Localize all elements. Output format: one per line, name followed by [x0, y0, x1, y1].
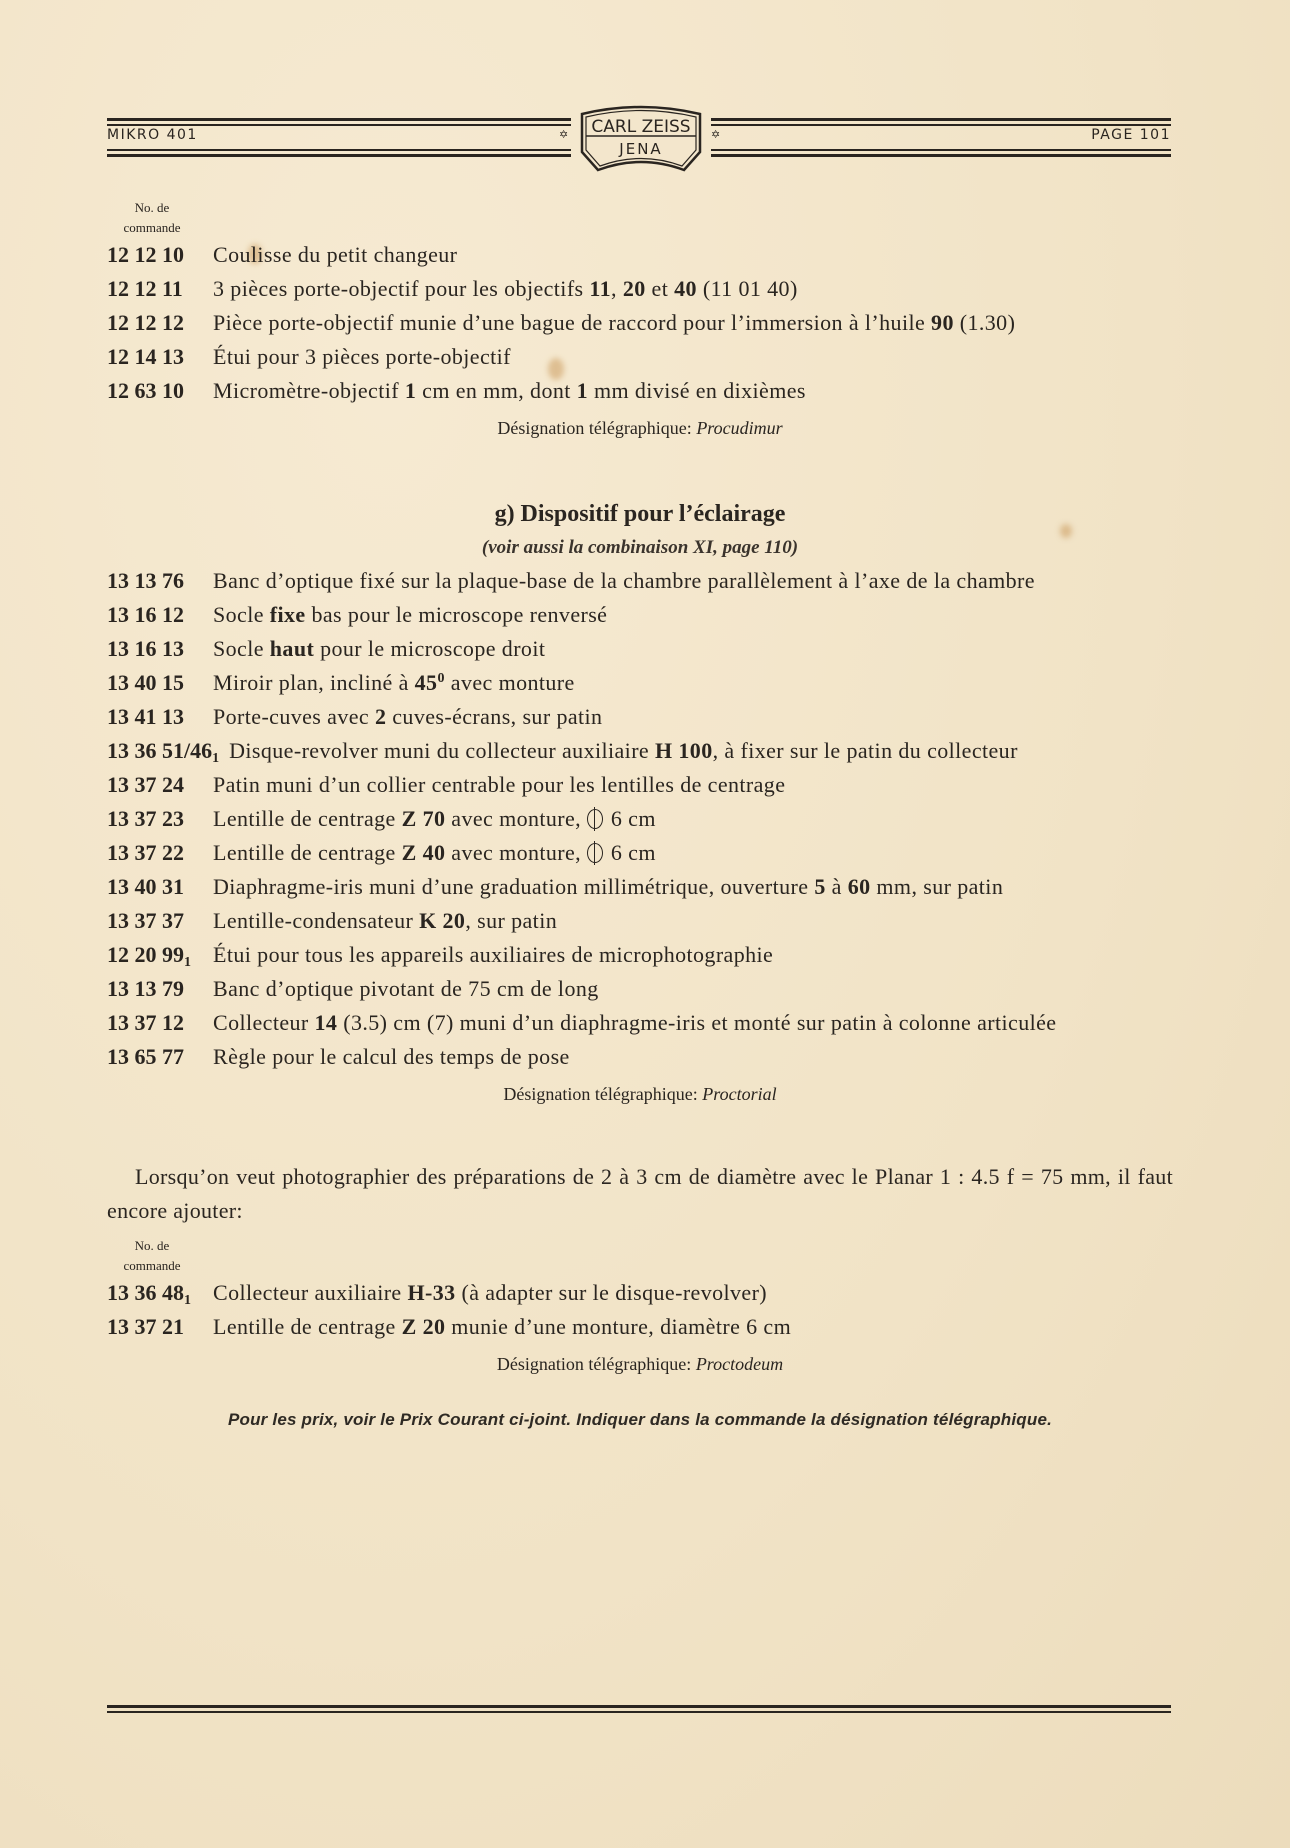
catalog-entry: [107, 802, 1173, 836]
telegraph-code: Proctodeum: [695, 1354, 784, 1374]
item-description: Étui pour 3 pièces porte-objectif: [213, 344, 511, 369]
telegraph-code: Procudimur: [696, 418, 783, 438]
order-number: 13 36 $48_1$: [107, 1280, 191, 1308]
planar-entries: [107, 1276, 1173, 1344]
catalog-entry: [107, 598, 1173, 632]
order-number: 13 37 24: [107, 772, 184, 797]
order-number: 12 12 12: [107, 310, 184, 335]
item-description: Lentille-condensateur K 20, sur patin: [213, 908, 558, 933]
catalog-entry: [107, 1310, 1173, 1344]
catalog-entry: [107, 374, 1173, 408]
order-number: 12 12 10: [107, 242, 184, 267]
item-description: Miroir plan, incliné à $45^0$ avec monture: [213, 670, 575, 695]
telegraph-label: Désignation télégraphique:: [496, 1354, 692, 1374]
item-description: Banc d’optique fixé sur la plaque-base de la chambre parallèlement à l’axe de la chambre: [213, 568, 1035, 593]
item-description: Banc d’optique pivotant de 75 cm de long: [213, 976, 599, 1001]
header-rule: [711, 149, 1171, 151]
catalog-entry: [107, 904, 1173, 938]
telegraph-code: Proctorial: [702, 1084, 777, 1104]
item-description: Étui pour tous les appareils auxiliaires de microphotographie: [213, 942, 774, 967]
column-header-line: No. de: [134, 1238, 170, 1253]
header-rule: [107, 154, 571, 157]
catalog-entry: [107, 340, 1173, 374]
header-rule: [107, 149, 571, 151]
column-header-line: commande: [123, 1258, 181, 1273]
catalog-entry: [107, 938, 1173, 972]
ornament-icon: ✡: [559, 128, 569, 141]
order-number: 13 37 37: [107, 908, 184, 933]
catalog-entry: [107, 768, 1173, 802]
item-description: Diaphragme-iris muni d’une graduation millimétrique, ouverture 5 à 60 mm, sur patin: [213, 874, 1004, 899]
catalog-entry: [107, 972, 1173, 1006]
header-rule: [711, 124, 1171, 126]
catalog-entry: [107, 564, 1173, 598]
order-number: 13 37 22: [107, 840, 184, 865]
page-content: [107, 198, 1173, 1430]
item-description: Collecteur auxiliaire H-33 (à adapter sur le disque-revolver): [213, 1280, 768, 1305]
logo-top-text: CARL ZEISS: [591, 117, 691, 137]
section-title: g) Dispositif pour l’éclairage: [494, 501, 786, 527]
diameter-icon: [587, 809, 603, 829]
catalog-entry: [107, 666, 1173, 700]
order-number: 12 12 11: [107, 276, 183, 301]
footer-rule: [107, 1705, 1171, 1713]
order-number: 13 65 77: [107, 1044, 184, 1069]
order-number: 13 37 12: [107, 1010, 184, 1035]
telegraph-designation: [107, 410, 1173, 446]
order-number: 13 36 $51/46_1$: [107, 738, 220, 766]
page-header: [107, 112, 1171, 172]
planar-note: Lorsqu’on veut photographier des préparations de 2 à 3 cm de diamètre avec le Planar 1 : 4.5 f = 75 mm, il faut encore ajouter:: [107, 1164, 1173, 1223]
column-header-line: No. de: [134, 200, 170, 215]
item-description: Lentille de centrage Z 70 avec monture, 6 cm: [213, 806, 656, 831]
column-header: [107, 1236, 197, 1276]
telegraph-label: Désignation télégraphique:: [503, 1084, 698, 1104]
catalog-entry: [107, 734, 1173, 768]
order-number: 13 13 76: [107, 568, 184, 593]
diameter-icon: [587, 843, 603, 863]
item-description: Disque-revolver muni du collecteur auxiliaire H 100, à fixer sur le patin du collecteur: [229, 738, 1018, 763]
order-number: 13 16 13: [107, 636, 184, 661]
order-number: 13 16 12: [107, 602, 184, 627]
item-description: Socle fixe bas pour le microscope renversé: [213, 602, 608, 627]
logo-bottom-text: JENA: [619, 140, 663, 158]
catalog-entry: [107, 272, 1173, 306]
item-description: Porte-cuves avec 2 cuves-écrans, sur patin: [213, 704, 603, 729]
order-number: 12 63 10: [107, 378, 184, 403]
catalog-entry: [107, 238, 1173, 272]
price-note: Pour les prix, voir le Prix Courant ci-joint. Indiquer dans la commande la désignation télégraphique.: [227, 1410, 1053, 1429]
order-number: 13 13 79: [107, 976, 184, 1001]
ornament-icon: ✡: [711, 128, 721, 141]
item-description: Lentille de centrage Z 40 avec monture, 6 cm: [213, 840, 656, 865]
section-subtitle: (voir aussi la combinaison XI, page 110): [481, 537, 799, 558]
section-g-entries: [107, 564, 1173, 1074]
header-rule: [107, 124, 571, 126]
header-rule: [711, 118, 1171, 121]
item-description: Coulisse du petit changeur: [213, 242, 458, 267]
column-header-line: commande: [123, 220, 181, 235]
item-description: Micromètre-objectif 1 cm en mm, dont 1 mm divisé en dixièmes: [213, 378, 806, 403]
catalog-entry: [107, 1006, 1173, 1040]
order-number: 13 40 31: [107, 874, 184, 899]
order-number: 13 37 21: [107, 1314, 184, 1339]
header-rule: [711, 154, 1171, 157]
catalog-label: MIKRO 401: [107, 127, 198, 143]
catalog-entry: [107, 836, 1173, 870]
carl-zeiss-logo: [574, 100, 708, 174]
item-description: Socle haut pour le microscope droit: [213, 636, 546, 661]
catalog-entry: [107, 870, 1173, 904]
order-number: 12 14 13: [107, 344, 184, 369]
item-description: Lentille de centrage Z 20 munie d’une monture, diamètre 6 cm: [213, 1314, 792, 1339]
catalog-entry: [107, 1040, 1173, 1074]
catalog-entry: [107, 1276, 1173, 1310]
catalog-entry: [107, 306, 1173, 340]
telegraph-designation: [107, 1346, 1173, 1382]
catalog-entry: [107, 700, 1173, 734]
order-number: 13 37 23: [107, 806, 184, 831]
item-description: 3 pièces porte-objectif pour les objectifs 11, 20 et 40 (11 01 40): [213, 276, 798, 301]
telegraph-designation: [107, 1076, 1173, 1112]
order-number: 13 40 15: [107, 670, 184, 695]
order-number: 12 20 $99_1$: [107, 942, 191, 970]
item-description: Collecteur 14 (3.5) cm (7) muni d’un diaphragme-iris et monté sur patin à colonne articulée: [213, 1010, 1057, 1035]
header-rule: [107, 118, 571, 121]
column-header: [107, 198, 197, 238]
item-description: Patin muni d’un collier centrable pour les lentilles de centrage: [213, 772, 786, 797]
page-number: PAGE 101: [1091, 127, 1171, 143]
section-f-entries: [107, 238, 1173, 408]
item-description: Règle pour le calcul des temps de pose: [213, 1044, 570, 1069]
catalog-entry: [107, 632, 1173, 666]
order-number: 13 41 13: [107, 704, 184, 729]
item-description: Pièce porte-objectif munie d’une bague de raccord pour l’immersion à l’huile 90 (1.30): [213, 310, 1016, 335]
telegraph-label: Désignation télégraphique:: [497, 418, 692, 438]
